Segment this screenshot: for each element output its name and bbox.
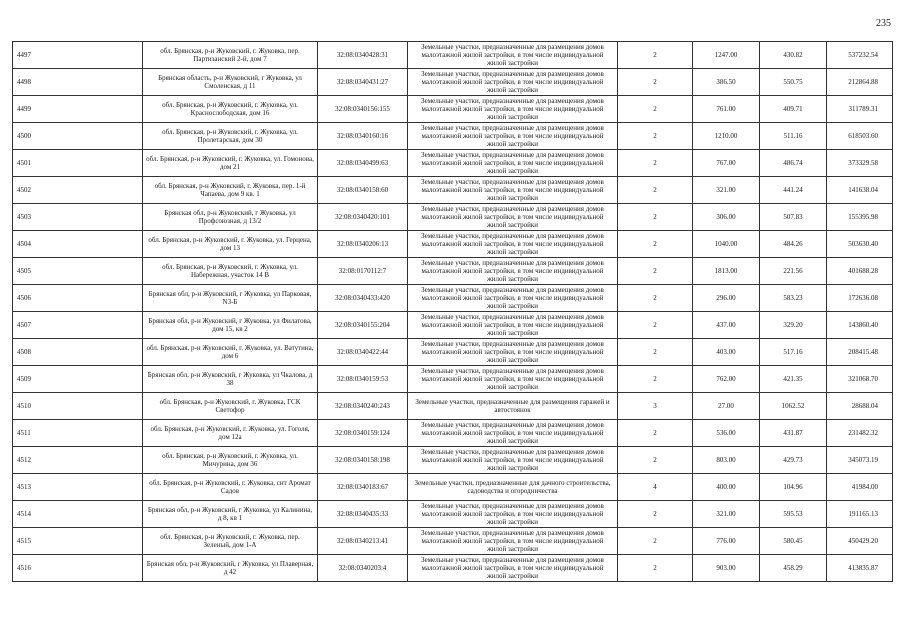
address-cell: обл. Брянская, р-н Жуковский, г. Жуковка, ул. Ватутина, дом 6 [143, 339, 318, 366]
cadastral-value-table [12, 41, 893, 582]
cadastral-value-cell: 208415.48 [827, 339, 893, 366]
record-number-cell: 4501 [13, 150, 143, 177]
area-cell: 403.00 [693, 339, 760, 366]
group-cell: 2 [618, 312, 693, 339]
cadastral-value-cell: 141638.04 [827, 177, 893, 204]
table-row [13, 42, 893, 69]
group-cell: 2 [618, 339, 693, 366]
group-cell: 4 [618, 474, 693, 501]
group-cell: 2 [618, 366, 693, 393]
cadastral-number-cell: 32:08:0340159:124 [318, 420, 408, 447]
address-cell: Брянская область, р-н Жуковский, г Жуковка, ул Смоленская, д 11 [143, 69, 318, 96]
cadastral-value-cell: 345073.19 [827, 447, 893, 474]
table-row [13, 420, 893, 447]
record-number-cell: 4503 [13, 204, 143, 231]
cadastral-value-cell: 212864.88 [827, 69, 893, 96]
table-row [13, 123, 893, 150]
table-row [13, 231, 893, 258]
land-use-cell: Земельные участки, предназначенные для размещения домов малоэтажной жилой застройки, в том числе индивидуальной жилой застройки [408, 96, 618, 123]
record-number-cell: 4509 [13, 366, 143, 393]
land-use-cell: Земельные участки, предназначенные для размещения домов малоэтажной жилой застройки, в том числе индивидуальной жилой застройки [408, 258, 618, 285]
address-cell: Брянская обл, р-н Жуковский, г Жуковка, ул Филатова, дом 15, кв 2 [143, 312, 318, 339]
address-cell: обл. Брянская, р-н Жуковский, г. Жуковка, пер. 1-й Чапаева, дом 9 кв. 1 [143, 177, 318, 204]
cadastral-value-cell: 503630.40 [827, 231, 893, 258]
land-use-cell: Земельные участки, предназначенные для дачного строительства, садоводства и огородничества [408, 474, 618, 501]
specific-value-cell: 550.75 [760, 69, 827, 96]
area-cell: 400.00 [693, 474, 760, 501]
land-use-cell: Земельные участки, предназначенные для размещения гаражей и автостоянок [408, 393, 618, 420]
group-cell: 2 [618, 231, 693, 258]
page-number: 235 [876, 18, 891, 29]
area-cell: 762.00 [693, 366, 760, 393]
cadastral-number-cell: 32:08:0340156:155 [318, 96, 408, 123]
specific-value-cell: 484.26 [760, 231, 827, 258]
cadastral-value-cell: 537232.54 [827, 42, 893, 69]
cadastral-value-cell: 321068.70 [827, 366, 893, 393]
cadastral-number-cell: 32:08:0340499:63 [318, 150, 408, 177]
cadastral-value-cell: 155395.98 [827, 204, 893, 231]
cadastral-number-cell: 32:08:0340420:101 [318, 204, 408, 231]
land-use-cell: Земельные участки, предназначенные для размещения домов малоэтажной жилой застройки, в том числе индивидуальной жилой застройки [408, 555, 618, 582]
table-row [13, 258, 893, 285]
table-row [13, 96, 893, 123]
address-cell: Брянская обл, р-н Жуковский, г Жуковка, ул Плаверная, д 42 [143, 555, 318, 582]
specific-value-cell: 517.16 [760, 339, 827, 366]
group-cell: 2 [618, 258, 693, 285]
address-cell: Брянская обл, р-н Жуковский, г Жуковка, ул Калинина, д 8, кв 1 [143, 501, 318, 528]
table-row [13, 474, 893, 501]
address-cell: обл. Брянская, р-н Жуковский, г. Жуковка, ул. Набережная, участок 14 В [143, 258, 318, 285]
table-row [13, 204, 893, 231]
group-cell: 2 [618, 204, 693, 231]
area-cell: 803.00 [693, 447, 760, 474]
land-use-cell: Земельные участки, предназначенные для размещения домов малоэтажной жилой застройки, в том числе индивидуальной жилой застройки [408, 150, 618, 177]
cadastral-number-cell: 32:08:0340428:31 [318, 42, 408, 69]
group-cell: 2 [618, 96, 693, 123]
table-row [13, 177, 893, 204]
area-cell: 1247.00 [693, 42, 760, 69]
land-use-cell: Земельные участки, предназначенные для размещения домов малоэтажной жилой застройки, в том числе индивидуальной жилой застройки [408, 69, 618, 96]
specific-value-cell: 511.16 [760, 123, 827, 150]
cadastral-value-cell: 311789.31 [827, 96, 893, 123]
area-cell: 386.50 [693, 69, 760, 96]
record-number-cell: 4513 [13, 474, 143, 501]
area-cell: 321.00 [693, 177, 760, 204]
group-cell: 2 [618, 285, 693, 312]
group-cell: 2 [618, 420, 693, 447]
table-row [13, 285, 893, 312]
land-use-cell: Земельные участки, предназначенные для размещения домов малоэтажной жилой застройки, в том числе индивидуальной жилой застройки [408, 420, 618, 447]
cadastral-number-cell: 32:08:0340206:13 [318, 231, 408, 258]
group-cell: 2 [618, 501, 693, 528]
cadastral-value-cell: 413835.87 [827, 555, 893, 582]
address-cell: обл. Брянская, р-н Жуковский, г. Жуковка, ул. Гоголя, дом 12а [143, 420, 318, 447]
area-cell: 27.00 [693, 393, 760, 420]
area-cell: 1040.00 [693, 231, 760, 258]
land-use-cell: Земельные участки, предназначенные для размещения домов малоэтажной жилой застройки, в том числе индивидуальной жилой застройки [408, 177, 618, 204]
specific-value-cell: 507.83 [760, 204, 827, 231]
cadastral-value-cell: 618503.60 [827, 123, 893, 150]
record-number-cell: 4497 [13, 42, 143, 69]
cadastral-number-cell: 32:08:0340159:53 [318, 366, 408, 393]
cadastral-number-cell: 32:08:0170112:7 [318, 258, 408, 285]
address-cell: обл. Брянская, р-н Жуковский, г. Жуковка, ул. Герцена, дом 13 [143, 231, 318, 258]
cadastral-value-cell: 41984.00 [827, 474, 893, 501]
cadastral-value-cell: 28688.04 [827, 393, 893, 420]
specific-value-cell: 421.35 [760, 366, 827, 393]
record-number-cell: 4505 [13, 258, 143, 285]
table-row [13, 555, 893, 582]
record-number-cell: 4511 [13, 420, 143, 447]
group-cell: 2 [618, 555, 693, 582]
record-number-cell: 4507 [13, 312, 143, 339]
record-number-cell: 4512 [13, 447, 143, 474]
specific-value-cell: 104.96 [760, 474, 827, 501]
cadastral-value-cell: 143860.40 [827, 312, 893, 339]
address-cell: Брянская обл, р-н Жуковский, г Жуковка, ул Парковая, N3-Б [143, 285, 318, 312]
address-cell: обл. Брянская, р-н Жуковский, г. Жуковка, пер. Партизанский 2-й, дом 7 [143, 42, 318, 69]
cadastral-value-cell: 450429.20 [827, 528, 893, 555]
record-number-cell: 4510 [13, 393, 143, 420]
area-cell: 761.00 [693, 96, 760, 123]
record-number-cell: 4516 [13, 555, 143, 582]
record-number-cell: 4498 [13, 69, 143, 96]
area-cell: 903.00 [693, 555, 760, 582]
cadastral-number-cell: 32:08:0340431:27 [318, 69, 408, 96]
specific-value-cell: 409.71 [760, 96, 827, 123]
specific-value-cell: 1062.52 [760, 393, 827, 420]
table-body [13, 42, 893, 582]
table-row [13, 393, 893, 420]
area-cell: 1210.00 [693, 123, 760, 150]
land-use-cell: Земельные участки, предназначенные для размещения домов малоэтажной жилой застройки, в том числе индивидуальной жилой застройки [408, 123, 618, 150]
group-cell: 2 [618, 177, 693, 204]
land-use-cell: Земельные участки, предназначенные для размещения домов малоэтажной жилой застройки, в том числе индивидуальной жилой застройки [408, 366, 618, 393]
address-cell: обл. Брянская, р-н Жуковский, г. Жуковка, пер. Зеленый, дом 1-А [143, 528, 318, 555]
group-cell: 2 [618, 123, 693, 150]
cadastral-value-cell: 401688.28 [827, 258, 893, 285]
specific-value-cell: 458.29 [760, 555, 827, 582]
record-number-cell: 4515 [13, 528, 143, 555]
area-cell: 306.00 [693, 204, 760, 231]
table-row [13, 501, 893, 528]
table-row [13, 150, 893, 177]
table-row [13, 447, 893, 474]
record-number-cell: 4502 [13, 177, 143, 204]
land-use-cell: Земельные участки, предназначенные для размещения домов малоэтажной жилой застройки, в том числе индивидуальной жилой застройки [408, 528, 618, 555]
land-use-cell: Земельные участки, предназначенные для размещения домов малоэтажной жилой застройки, в том числе индивидуальной жилой застройки [408, 42, 618, 69]
area-cell: 536.00 [693, 420, 760, 447]
specific-value-cell: 580.45 [760, 528, 827, 555]
cadastral-number-cell: 32:08:0340203:4 [318, 555, 408, 582]
cadastral-number-cell: 32:08:0340435:33 [318, 501, 408, 528]
cadastral-value-cell: 191165.13 [827, 501, 893, 528]
record-number-cell: 4500 [13, 123, 143, 150]
cadastral-number-cell: 32:08:0340422:44 [318, 339, 408, 366]
specific-value-cell: 595.53 [760, 501, 827, 528]
specific-value-cell: 429.73 [760, 447, 827, 474]
cadastral-number-cell: 32:08:0340158:198 [318, 447, 408, 474]
specific-value-cell: 486.74 [760, 150, 827, 177]
land-use-cell: Земельные участки, предназначенные для размещения домов малоэтажной жилой застройки, в том числе индивидуальной жилой застройки [408, 312, 618, 339]
area-cell: 776.00 [693, 528, 760, 555]
specific-value-cell: 431.87 [760, 420, 827, 447]
group-cell: 2 [618, 447, 693, 474]
cadastral-value-cell: 172636.08 [827, 285, 893, 312]
cadastral-number-cell: 32:08:0340158:60 [318, 177, 408, 204]
cadastral-number-cell: 32:08:0340155:204 [318, 312, 408, 339]
area-cell: 321.00 [693, 501, 760, 528]
cadastral-number-cell: 32:08:0340240:243 [318, 393, 408, 420]
area-cell: 296.00 [693, 285, 760, 312]
land-use-cell: Земельные участки, предназначенные для размещения домов малоэтажной жилой застройки, в том числе индивидуальной жилой застройки [408, 285, 618, 312]
address-cell: обл. Брянская, р-н Жуковский, г. Жуковка, ул. Мичурина, дом 36 [143, 447, 318, 474]
land-use-cell: Земельные участки, предназначенные для размещения домов малоэтажной жилой застройки, в том числе индивидуальной жилой застройки [408, 231, 618, 258]
cadastral-value-cell: 231482.32 [827, 420, 893, 447]
record-number-cell: 4506 [13, 285, 143, 312]
land-use-cell: Земельные участки, предназначенные для размещения домов малоэтажной жилой застройки, в том числе индивидуальной жилой застройки [408, 204, 618, 231]
cadastral-number-cell: 32:08:0340183:67 [318, 474, 408, 501]
record-number-cell: 4508 [13, 339, 143, 366]
table-row [13, 339, 893, 366]
record-number-cell: 4504 [13, 231, 143, 258]
group-cell: 3 [618, 393, 693, 420]
address-cell: обл. Брянская, р-н Жуковский, г. Жуковка, снт Аромат Садов [143, 474, 318, 501]
group-cell: 2 [618, 69, 693, 96]
cadastral-number-cell: 32:08:0340433:420 [318, 285, 408, 312]
area-cell: 767.00 [693, 150, 760, 177]
specific-value-cell: 583.23 [760, 285, 827, 312]
group-cell: 2 [618, 42, 693, 69]
land-use-cell: Земельные участки, предназначенные для размещения домов малоэтажной жилой застройки, в том числе индивидуальной жилой застройки [408, 339, 618, 366]
group-cell: 2 [618, 150, 693, 177]
address-cell: обл. Брянская, р-н Жуковский, г. Жуковка, ул. Гомонова, дом 21 [143, 150, 318, 177]
land-use-cell: Земельные участки, предназначенные для размещения домов малоэтажной жилой застройки, в том числе индивидуальной жилой застройки [408, 501, 618, 528]
cadastral-value-cell: 373329.58 [827, 150, 893, 177]
specific-value-cell: 430.82 [760, 42, 827, 69]
record-number-cell: 4514 [13, 501, 143, 528]
cadastral-number-cell: 32:08:0340160:16 [318, 123, 408, 150]
address-cell: обл. Брянская, р-н Жуковский, г. Жуковка, ул. Пролетарская, дом 30 [143, 123, 318, 150]
area-cell: 437.00 [693, 312, 760, 339]
table-row [13, 312, 893, 339]
table-row [13, 528, 893, 555]
record-number-cell: 4499 [13, 96, 143, 123]
address-cell: обл. Брянская, р-н Жуковский, г. Жуковка, ГСК Светофор [143, 393, 318, 420]
address-cell: обл. Брянская, р-н Жуковский, г. Жуковка, ул. Краснослободская, дом 16 [143, 96, 318, 123]
address-cell: Брянская обл, р-н Жуковский, г Жуковка, ул Чкалова, д 38 [143, 366, 318, 393]
table-row [13, 69, 893, 96]
cadastral-number-cell: 32:08:0340213:41 [318, 528, 408, 555]
specific-value-cell: 221.56 [760, 258, 827, 285]
specific-value-cell: 329.20 [760, 312, 827, 339]
land-use-cell: Земельные участки, предназначенные для размещения домов малоэтажной жилой застройки, в том числе индивидуальной жилой застройки [408, 447, 618, 474]
address-cell: Брянская обл, р-н Жуковский, г Жуковка, ул Профсоюзная, д 13/2 [143, 204, 318, 231]
specific-value-cell: 441.24 [760, 177, 827, 204]
area-cell: 1813.00 [693, 258, 760, 285]
table-row [13, 366, 893, 393]
group-cell: 2 [618, 528, 693, 555]
